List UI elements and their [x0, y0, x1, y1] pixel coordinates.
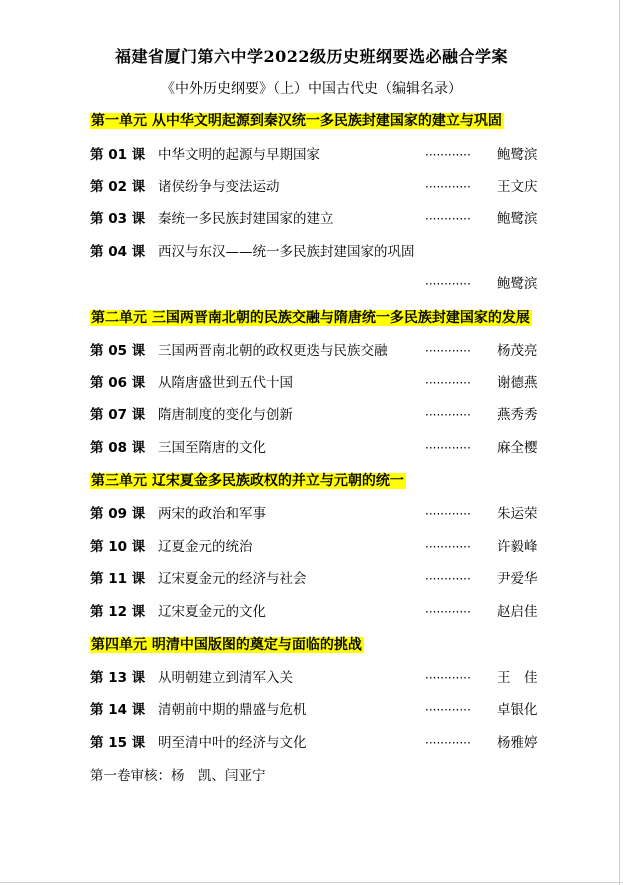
leader-dots: ············ [425, 605, 471, 619]
lesson-title: 辽夏金元的统治 [158, 539, 253, 555]
lesson-author: 谢德燕 [497, 375, 538, 391]
lesson-row-15 [90, 733, 550, 753]
lesson-title: 秦统一多民族封建国家的建立 [158, 211, 334, 227]
lesson-author: 鲍鹭滨 [497, 211, 538, 227]
lesson-title: 诸侯纷争与变法运动 [158, 179, 280, 195]
leader-dots: ············ [425, 441, 471, 455]
lesson-row-09 [90, 504, 550, 524]
lesson-title: 隋唐制度的变化与创新 [158, 407, 293, 423]
lesson-row-01 [90, 145, 550, 165]
lesson-row-04-continued [90, 274, 550, 294]
lesson-row-02 [90, 177, 550, 197]
lesson-number: 第 12 课 [90, 604, 146, 620]
lesson-title: 从明朝建立到清军入关 [158, 670, 293, 686]
leader-dots: ············ [425, 277, 471, 291]
lesson-author: 尹爱华 [497, 571, 538, 587]
lesson-row-13 [90, 668, 550, 688]
lesson-row-06 [90, 373, 550, 393]
leader-dots: ············ [425, 148, 471, 162]
leader-dots: ············ [425, 408, 471, 422]
lesson-author: 卓银化 [497, 702, 538, 718]
lesson-author: 王 佳 [497, 670, 538, 686]
lesson-title: 中华文明的起源与早期国家 [158, 147, 320, 163]
lesson-row-11 [90, 569, 550, 589]
reviewer-line: 第一卷审核：杨 凯、闫亚宁 [90, 768, 266, 784]
leader-dots: ············ [425, 507, 471, 521]
leader-dots: ············ [425, 344, 471, 358]
lesson-title: 从隋唐盛世到五代十国 [158, 375, 293, 391]
lesson-author: 鲍鹭滨 [497, 147, 538, 163]
leader-dots: ············ [425, 212, 471, 226]
lesson-number: 第 10 课 [90, 539, 146, 555]
lesson-author: 杨雅婷 [497, 735, 538, 751]
lesson-author: 朱运荣 [497, 506, 538, 522]
lesson-number: 第 14 课 [90, 702, 146, 718]
lesson-number: 第 01 课 [90, 147, 146, 163]
lesson-author: 赵启佳 [497, 604, 538, 620]
leader-dots: ············ [425, 736, 471, 750]
lesson-number: 第 05 课 [90, 343, 146, 359]
lesson-author: 鲍鹭滨 [497, 276, 538, 292]
lesson-author: 麻全樱 [497, 440, 538, 456]
lesson-number: 第 08 课 [90, 440, 146, 456]
lesson-number: 第 02 课 [90, 179, 146, 195]
lesson-author: 杨茂亮 [497, 343, 538, 359]
page-title: 福建省厦门第六中学2022级历史班纲要选必融合学案 [114, 47, 509, 66]
lesson-number: 第 06 课 [90, 375, 146, 391]
page-edge-bottom [0, 882, 623, 883]
lesson-number: 第 11 课 [90, 571, 146, 587]
lesson-title: 明至清中叶的经济与文化 [158, 735, 307, 751]
lesson-number: 第 07 课 [90, 407, 146, 423]
lesson-row-12 [90, 602, 550, 622]
lesson-row-03 [90, 209, 550, 229]
lesson-author: 燕秀秀 [497, 407, 538, 423]
lesson-row-07 [90, 405, 550, 425]
lesson-row-04 [90, 242, 550, 262]
lesson-title: 两宋的政治和军事 [158, 506, 266, 522]
lesson-row-14 [90, 700, 550, 720]
lesson-number: 第 15 课 [90, 735, 146, 751]
lesson-row-10 [90, 537, 550, 557]
lesson-title: 辽宋夏金元的经济与社会 [158, 571, 307, 587]
unit-4-title: 第四单元 明清中国版图的奠定与面临的挑战 [91, 637, 362, 653]
leader-dots: ············ [425, 376, 471, 390]
unit-1-title: 第一单元 从中华文明起源到秦汉统一多民族封建国家的建立与巩固 [91, 113, 502, 129]
unit-2-title: 第二单元 三国两晋南北朝的民族交融与隋唐统一多民族封建国家的发展 [91, 310, 530, 326]
page-edge-right [619, 0, 620, 885]
lesson-author: 王文庆 [497, 179, 538, 195]
lesson-title: 西汉与东汉——统一多民族封建国家的巩固 [158, 244, 415, 260]
lesson-title: 三国两晋南北朝的政权更迭与民族交融 [158, 343, 388, 359]
leader-dots: ············ [425, 671, 471, 685]
lesson-title: 三国至隋唐的文化 [158, 440, 266, 456]
lesson-title: 辽宋夏金元的文化 [158, 604, 266, 620]
leader-dots: ············ [425, 540, 471, 554]
leader-dots: ············ [425, 703, 471, 717]
lesson-row-05 [90, 341, 550, 361]
lesson-number: 第 03 课 [90, 211, 146, 227]
leader-dots: ············ [425, 180, 471, 194]
lesson-row-08 [90, 438, 550, 458]
lesson-number: 第 09 课 [90, 506, 146, 522]
page-subtitle: 《中外历史纲要》（上）中国古代史（编辑名录） [161, 81, 462, 97]
lesson-author: 许毅峰 [497, 539, 538, 555]
lesson-number: 第 13 课 [90, 670, 146, 686]
leader-dots: ············ [425, 572, 471, 586]
lesson-number: 第 04 课 [90, 244, 146, 260]
lesson-title: 清朝前中期的鼎盛与危机 [158, 702, 307, 718]
unit-3-title: 第三单元 辽宋夏金多民族政权的并立与元朝的统一 [91, 473, 404, 489]
